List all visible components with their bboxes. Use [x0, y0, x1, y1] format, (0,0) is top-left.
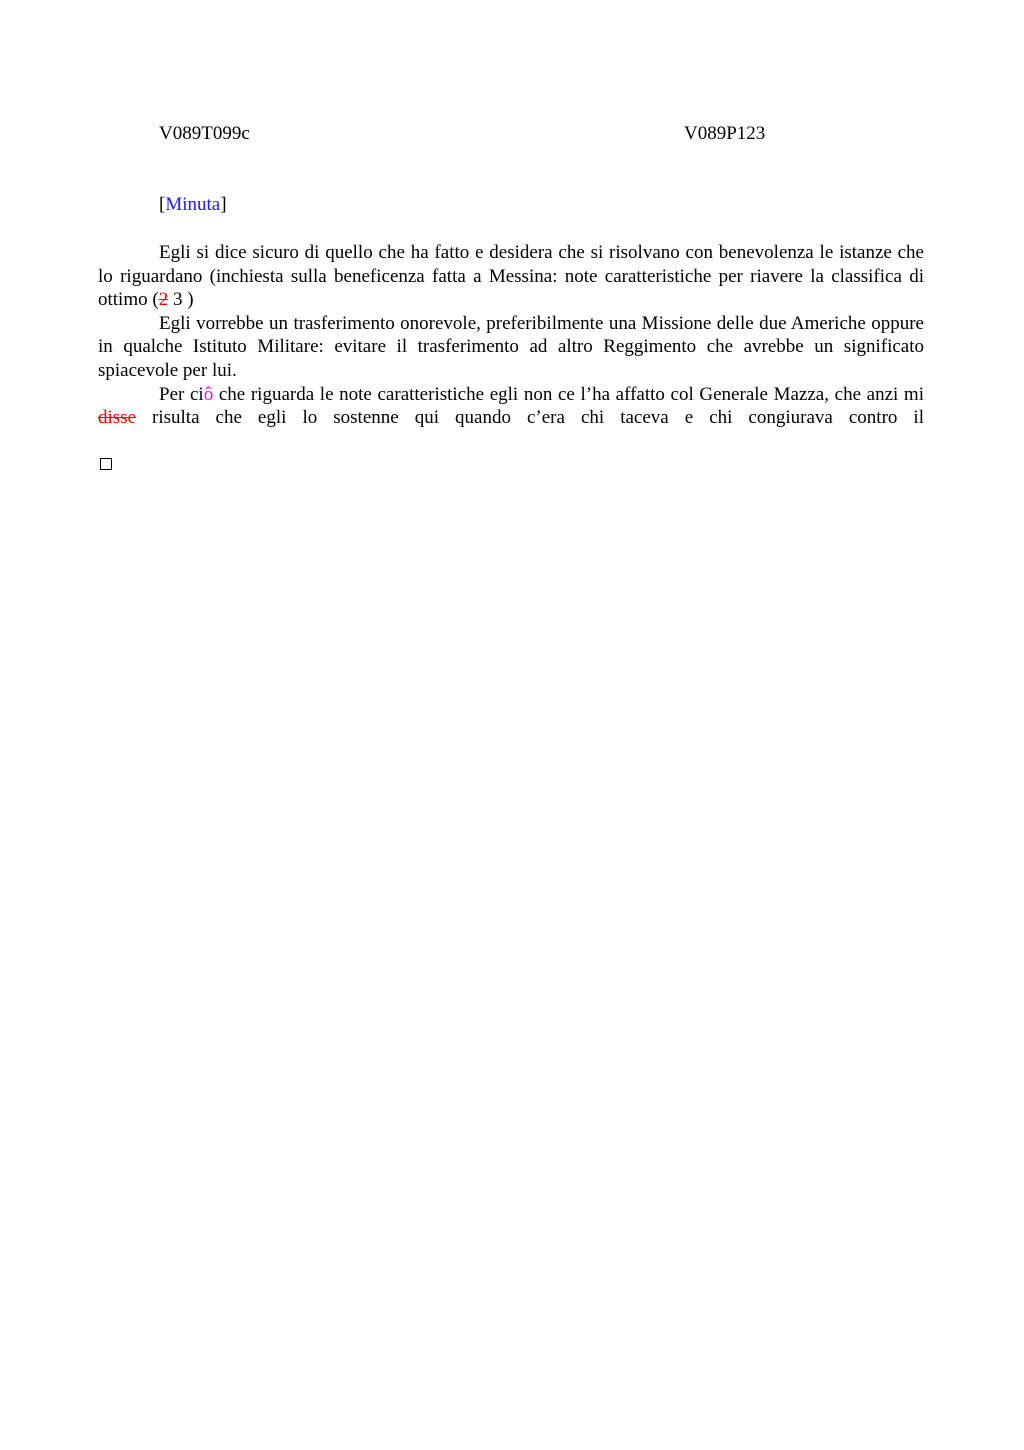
paragraph-1 — [98, 241, 924, 312]
draft-label-text: Minuta — [165, 194, 221, 215]
paragraph-1-text: Egli si dice sicuro di quello che ha fatto e desidera che si risolvano con benevolenza le istanze che lo riguardano (inchiesta sulla beneficenza fatta a Messina: note caratteristiche per riavere la classifica di ottimo ( — [98, 242, 924, 311]
document-code-left: V089T099c — [159, 123, 250, 144]
paragraph-2: Egli vorrebbe un trasferimento onorevole, preferibilmente una Missione delle due Americhe oppure in qualche Istituto Militare: evitare il trasferimento ad altro Reggimento che avrebbe un significato spiacevole per lui. — [98, 312, 924, 381]
deleted-text: 2 — [158, 289, 169, 311]
letter-body — [98, 241, 924, 430]
paragraph-3-text: Per ci — [159, 383, 204, 405]
paragraph-3-text-middle: che riguarda le note caratteristiche egli non ce l’ha affatto col Generale Mazza, che anzi mi — [213, 383, 924, 405]
bracket-close: ] — [220, 194, 227, 215]
paragraph-1-text-end: 3 ) — [168, 289, 194, 311]
deleted-text-2: disse — [98, 407, 136, 429]
empty-box-icon — [100, 458, 112, 470]
inserted-text: ô — [203, 383, 214, 405]
paragraph-3 — [98, 383, 924, 430]
document-code-right: V089P123 — [684, 123, 766, 144]
bracket-open: [ — [159, 194, 166, 215]
draft-label — [159, 193, 227, 217]
paragraph-3-text-end: risulta che egli lo sostenne qui quando c’era chi taceva e chi congiurava contro il — [136, 407, 924, 429]
